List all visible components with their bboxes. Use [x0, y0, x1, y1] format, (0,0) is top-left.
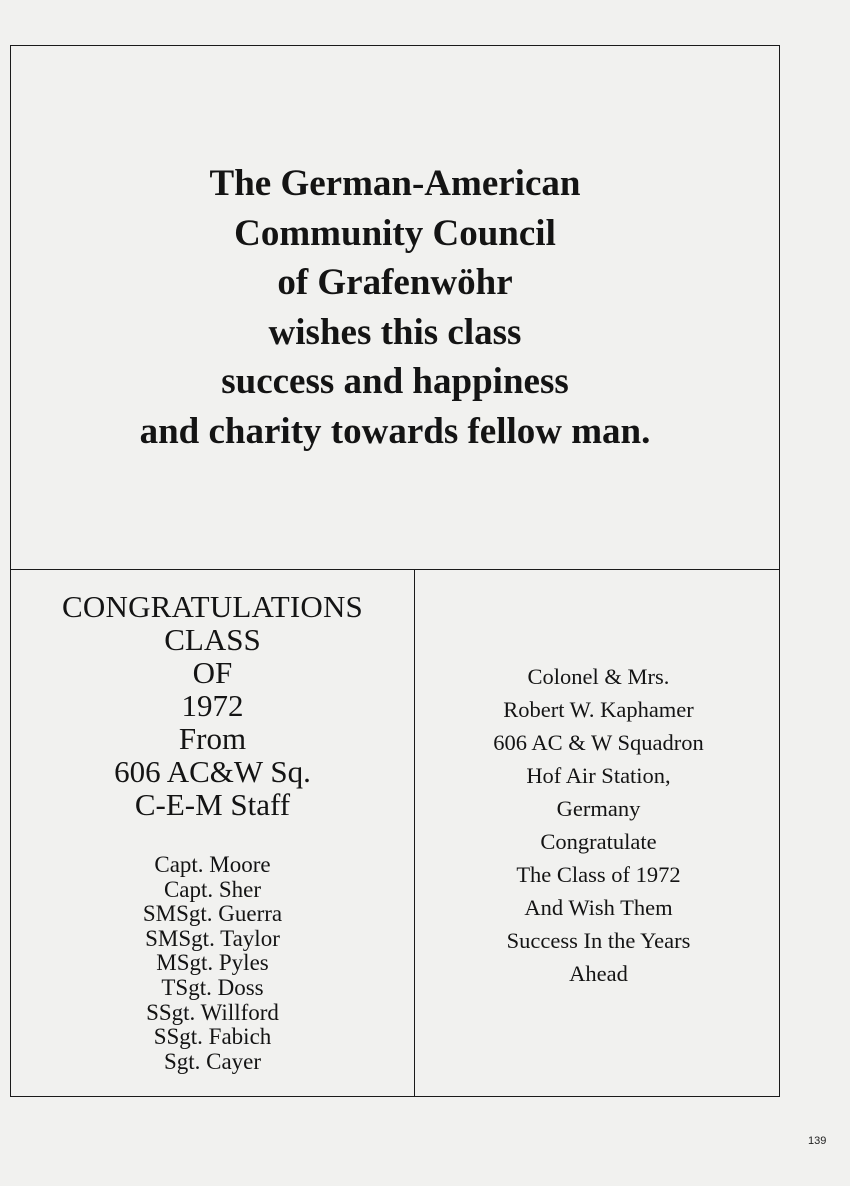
kaphamer-line: Germany [556, 796, 641, 821]
heading-line: 606 AC&W Sq. [114, 754, 311, 789]
staff-member: SSgt. Willford [146, 999, 279, 1025]
kaphamer-ad [416, 570, 781, 1096]
heading-line: CONGRATULATIONS [62, 589, 363, 624]
staff-member: TSgt. Doss [161, 974, 264, 1000]
heading-line: From [178, 721, 247, 756]
heading-line: C-E-M Staff [134, 787, 291, 822]
kaphamer-line: Congratulate [540, 829, 657, 854]
kaphamer-line: Success In the Years [506, 928, 691, 953]
heading-line: OF [192, 655, 233, 690]
heading-line: 1972 [181, 688, 244, 723]
heading-line: CLASS [164, 622, 261, 657]
staff-list [11, 853, 414, 1074]
ad-page-frame [10, 45, 780, 1097]
kaphamer-line: 606 AC & W Squadron [493, 730, 704, 755]
community-council-ad [11, 46, 779, 570]
kaphamer-line: The Class of 1972 [516, 862, 681, 887]
staff-member: SMSgt. Taylor [145, 925, 280, 951]
congratulations-heading [11, 590, 414, 821]
kaphamer-line: Hof Air Station, [526, 763, 671, 788]
council-line: of Grafenwöhr [277, 262, 513, 303]
council-line: wishes this class [268, 311, 522, 353]
staff-member: Capt. Moore [154, 852, 271, 877]
page-number: 139 [808, 1135, 827, 1147]
staff-member: Capt. Sher [163, 876, 262, 902]
kaphamer-line: Ahead [569, 961, 628, 986]
cem-staff-ad [11, 570, 414, 1096]
kaphamer-line: And Wish Them [524, 895, 673, 920]
council-line: The German-American [209, 163, 581, 204]
staff-member: SMSgt. Guerra [142, 901, 283, 927]
council-line: success and happiness [221, 361, 569, 402]
council-line: and charity towards fellow man. [139, 410, 651, 452]
staff-member: SSgt. Fabich [153, 1024, 272, 1050]
column-divider [414, 570, 415, 1096]
kaphamer-line: Colonel & Mrs. [527, 664, 670, 689]
council-message [11, 159, 779, 456]
kaphamer-message [416, 660, 781, 990]
kaphamer-line: Robert W. Kaphamer [503, 697, 694, 722]
council-line: Community Council [234, 212, 556, 254]
staff-member: MSgt. Pyles [156, 950, 269, 976]
staff-member: Sgt. Cayer [163, 1048, 262, 1074]
